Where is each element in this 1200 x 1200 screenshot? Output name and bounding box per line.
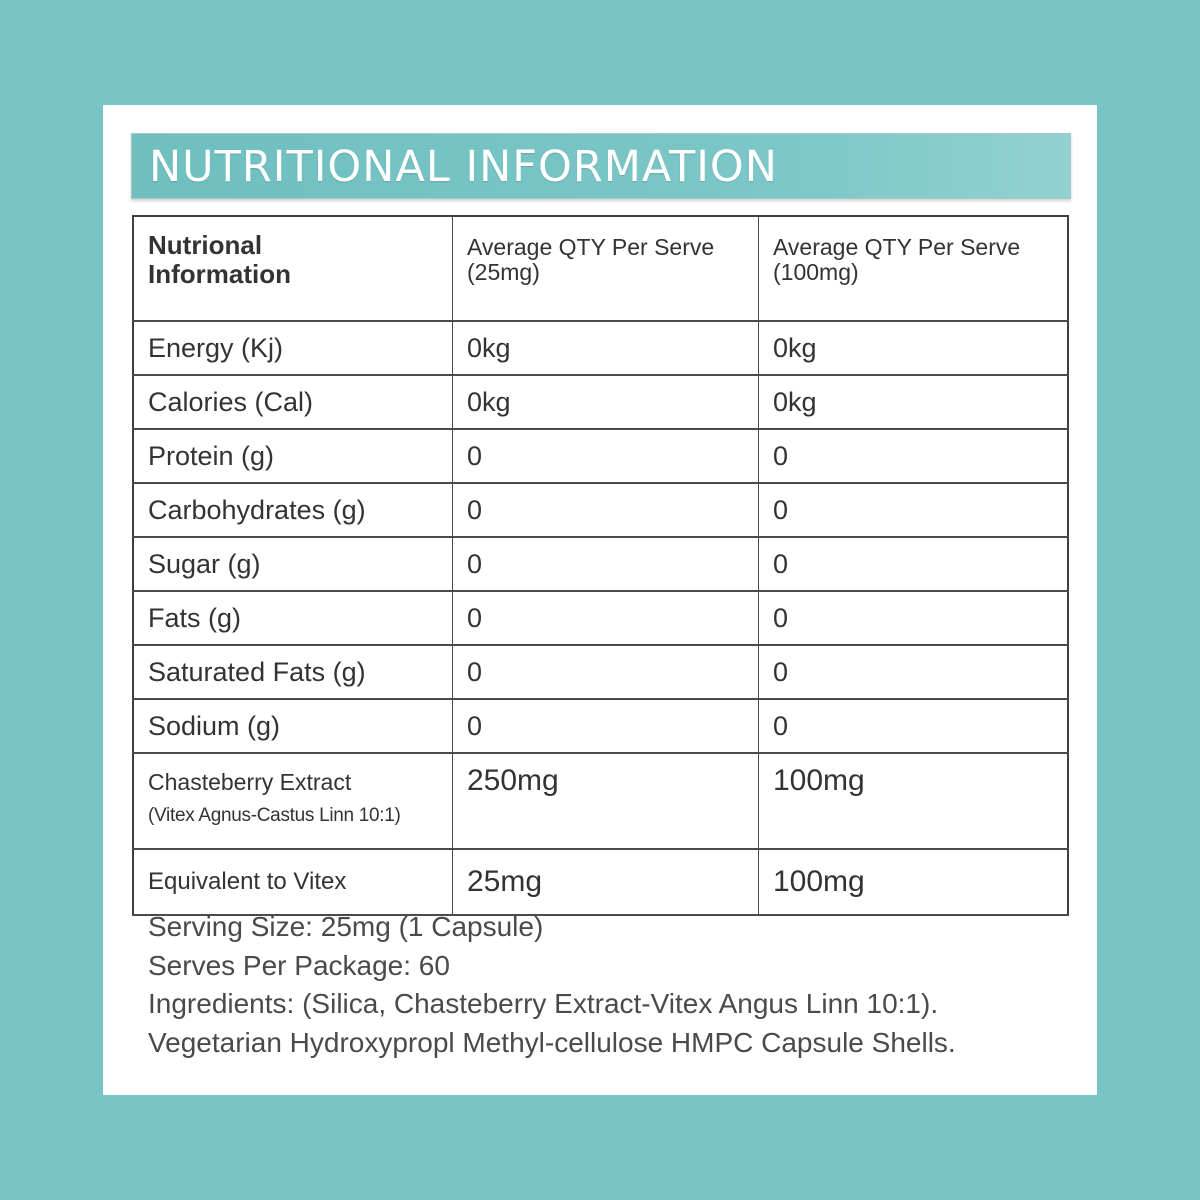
row-label: Fats (g) xyxy=(133,591,453,645)
row-value-25mg: 0 xyxy=(453,537,759,591)
row-value-100mg: 0 xyxy=(759,537,1069,591)
row-value-25mg: 0 xyxy=(453,699,759,753)
row-label: Sodium (g) xyxy=(133,699,453,753)
row-label: Sugar (g) xyxy=(133,537,453,591)
row-value-25mg: 0 xyxy=(453,645,759,699)
table-row-carbohydrates xyxy=(133,483,1068,537)
table-row-equivalent-vitex xyxy=(133,849,1068,915)
extract-value-100mg: 100mg xyxy=(759,753,1069,849)
header-25mg-line2: (25mg) xyxy=(467,259,540,285)
equivalent-value-100mg: 100mg xyxy=(759,849,1069,915)
banner-title: NUTRITIONAL INFORMATION xyxy=(149,142,778,192)
row-value-100mg: 0 xyxy=(759,645,1069,699)
table-row-calories xyxy=(133,375,1068,429)
header-100mg-cell xyxy=(759,216,1069,321)
equivalent-value-25mg: 25mg xyxy=(453,849,759,915)
header-label-line2: Information xyxy=(148,259,291,289)
serves-per-package-text: Serves Per Package: 60 xyxy=(148,949,450,981)
row-label: Carbohydrates (g) xyxy=(133,483,453,537)
equivalent-label: Equivalent to Vitex xyxy=(133,849,453,915)
serving-size-text: Serving Size: 25mg (1 Capsule) xyxy=(148,911,544,942)
row-label: Saturated Fats (g) xyxy=(133,645,453,699)
row-value-100mg: 0kg xyxy=(759,375,1069,429)
row-label: Calories (Cal) xyxy=(133,375,453,429)
table-row-protein xyxy=(133,429,1068,483)
ingredients-text-line1: Ingredients: (Silica, Chasteberry Extract-Vitex Angus Linn 10:1). xyxy=(148,988,939,1019)
header-label-line1: Nutrional xyxy=(148,230,263,260)
title-banner xyxy=(131,133,1071,199)
row-value-100mg: 0 xyxy=(759,483,1069,537)
nutrition-card xyxy=(103,105,1097,1095)
row-value-100mg: 0kg xyxy=(759,321,1069,375)
table-header-row xyxy=(133,216,1068,321)
ingredients-text-line2: Vegetarian Hydroxypropl Methyl-cellulose HMPC Capsule Shells. xyxy=(148,1026,956,1058)
extract-label-cell xyxy=(133,753,453,849)
row-value-100mg: 0 xyxy=(759,591,1069,645)
header-100mg-line1: Average QTY Per Serve xyxy=(773,234,1021,260)
row-value-100mg: 0 xyxy=(759,699,1069,753)
row-label: Protein (g) xyxy=(133,429,453,483)
extract-value-25mg: 250mg xyxy=(453,753,759,849)
extract-label-line1: Chasteberry Extract xyxy=(148,769,352,795)
table-row-saturated-fats xyxy=(133,645,1068,699)
row-value-25mg: 0kg xyxy=(453,321,759,375)
row-value-25mg: 0 xyxy=(453,429,759,483)
row-value-100mg: 0 xyxy=(759,429,1069,483)
header-25mg-line1: Average QTY Per Serve xyxy=(467,234,715,260)
row-value-25mg: 0kg xyxy=(453,375,759,429)
header-label-cell xyxy=(133,216,453,321)
table-row-fats xyxy=(133,591,1068,645)
header-25mg-cell xyxy=(453,216,759,321)
row-label: Energy (Kj) xyxy=(133,321,453,375)
table-row-chasteberry-extract xyxy=(133,753,1068,849)
row-value-25mg: 0 xyxy=(453,483,759,537)
footer-notes xyxy=(148,908,956,1062)
nutrition-table xyxy=(132,215,1069,916)
table-row-sodium xyxy=(133,699,1068,753)
extract-label-line2: (Vitex Agnus-Castus Linn 10:1) xyxy=(148,805,401,826)
table-row-energy xyxy=(133,321,1068,375)
header-100mg-line2: (100mg) xyxy=(773,259,859,285)
row-value-25mg: 0 xyxy=(453,591,759,645)
table-row-sugar xyxy=(133,537,1068,591)
